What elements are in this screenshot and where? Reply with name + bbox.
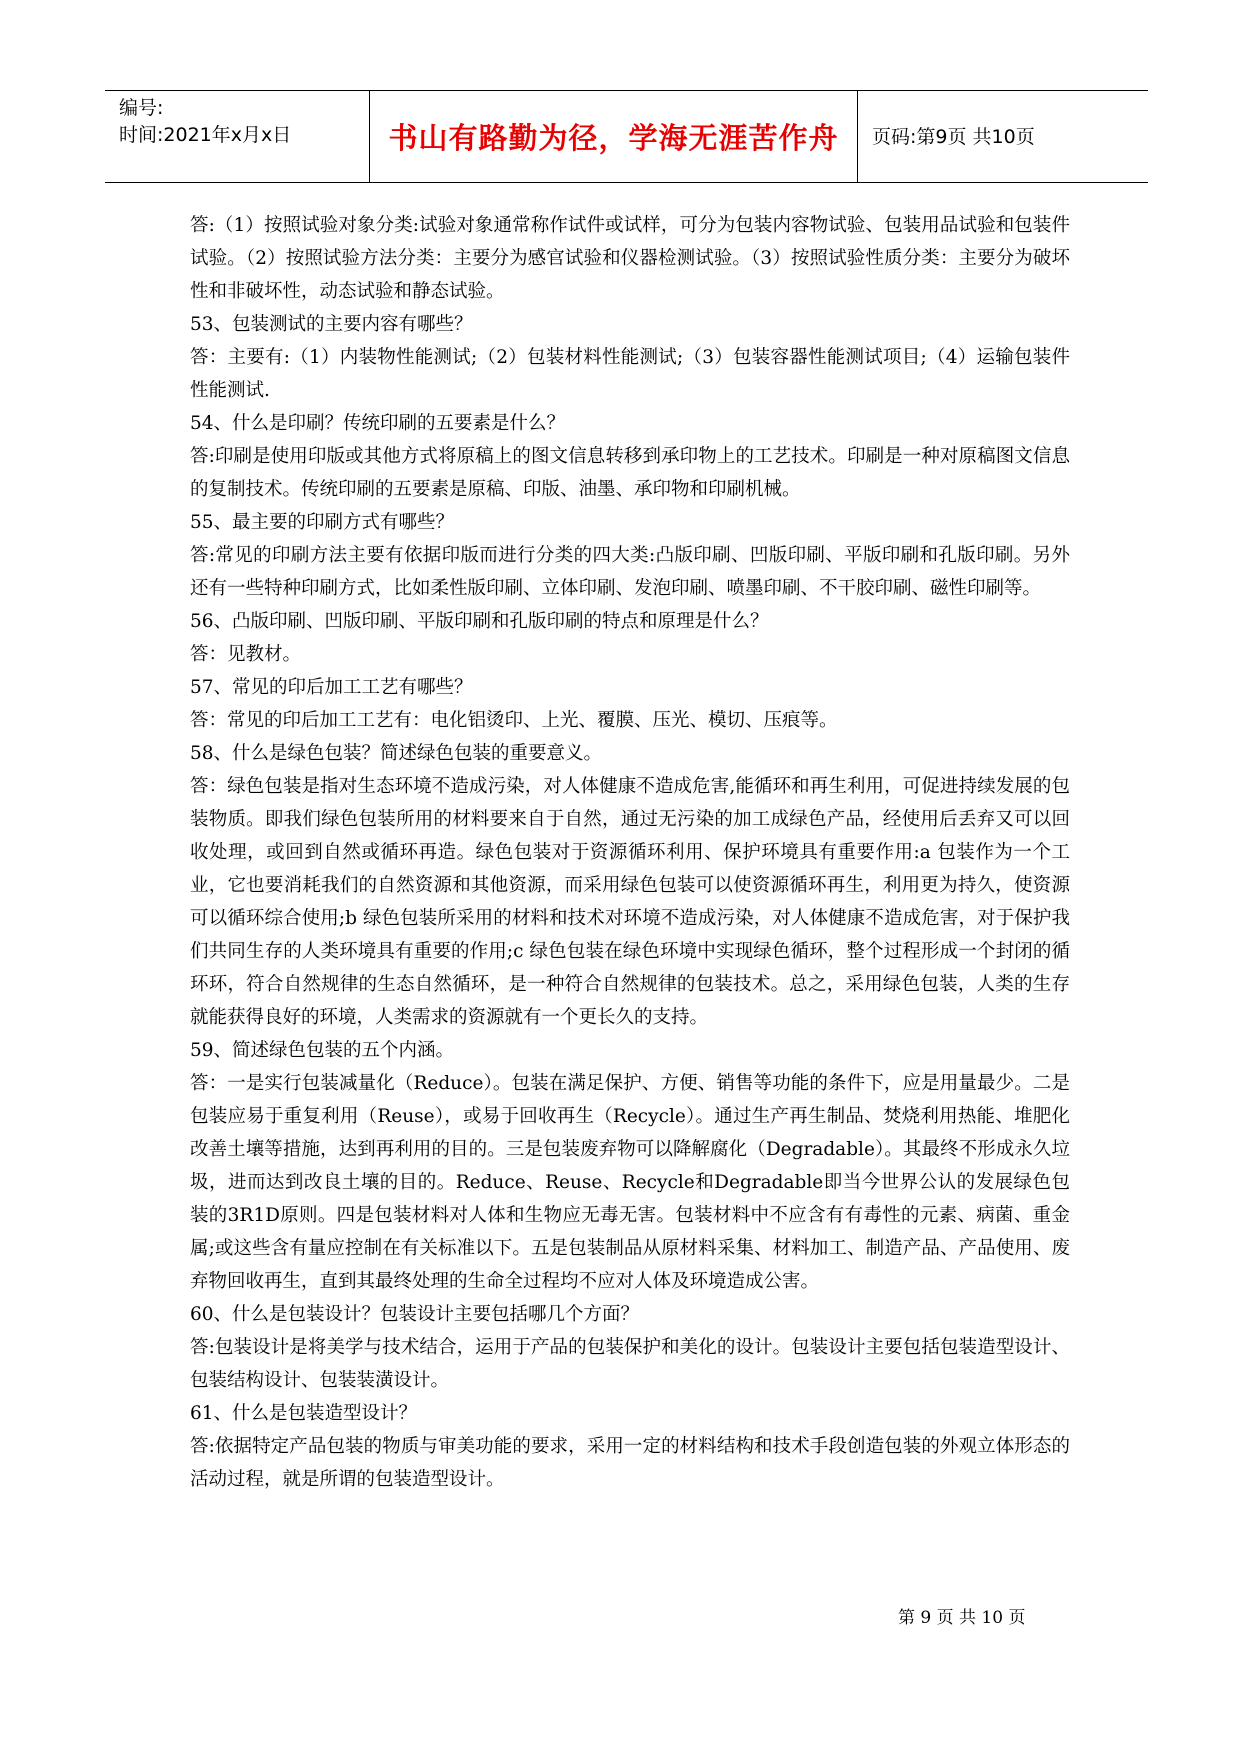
question: 59、简述绿色包装的五个内涵。 xyxy=(190,1040,455,1061)
question: 57、常见的印后加工工艺有哪些？ xyxy=(190,677,473,698)
paragraph: 答:依据特定产品包装的物质与审美功能的要求，采用一定的材料结构和技术手段创造包装的外观立体形态的活动过程，就是所谓的包装造型设计。 xyxy=(190,1436,1070,1490)
question: 61、什么是包装造型设计？ xyxy=(190,1403,418,1424)
paragraph: 答:（1）按照试验对象分类:试验对象通常称作试件或试样，可分为包装内容物试验、包装用品试验和包装件试验。（2）按照试验方法分类：主要分为感官试验和仪器检测试验。（3）按照试验性质分类：主要分为破坏性和非破坏性，动态试验和静态试验。 xyxy=(190,215,1070,302)
question: 53、包装测试的主要内容有哪些？ xyxy=(190,314,473,335)
header-page-label: 页码:第9页 共10页 xyxy=(872,125,1035,148)
header-left-cell xyxy=(105,91,370,182)
question: 60、什么是包装设计？包装设计主要包括哪几个方面？ xyxy=(190,1304,640,1325)
document-number-label: 编号: xyxy=(119,97,164,119)
document-body xyxy=(190,209,1070,1496)
page-header xyxy=(105,90,1148,183)
paragraph: 答:包装设计是将美学与技术结合，运用于产品的包装保护和美化的设计。包装设计主要包括包装造型设计、包装结构设计、包装装潢设计。 xyxy=(190,1337,1070,1391)
paragraph: 答:印刷是使用印版或其他方式将原稿上的图文信息转移到承印物上的工艺技术。印刷是一种对原稿图文信息的复制技术。传统印刷的五要素是原稿、印版、油墨、承印物和印刷机械。 xyxy=(190,446,1070,500)
paragraph: 答：见教材。 xyxy=(190,644,302,665)
document-time-label: 时间:2021年x月x日 xyxy=(119,124,292,146)
question: 56、凸版印刷、凹版印刷、平版印刷和孔版印刷的特点和原理是什么？ xyxy=(190,611,769,632)
page-footer-number: 第 9 页 共 10 页 xyxy=(898,1608,1026,1628)
question: 55、最主要的印刷方式有哪些？ xyxy=(190,512,455,533)
header-right-cell xyxy=(858,91,1148,182)
question: 54、什么是印刷？传统印刷的五要素是什么？ xyxy=(190,413,566,434)
header-motto: 书山有路勤为径，学海无涯苦作舟 xyxy=(388,121,839,155)
header-middle-cell xyxy=(370,91,858,182)
paragraph: 答:常见的印刷方法主要有依据印版而进行分类的四大类:凸版印刷、凹版印刷、平版印刷和孔版印刷。另外还有一些特种印刷方式，比如柔性版印刷、立体印刷、发泡印刷、喷墨印刷、不干胶印刷、磁性印刷等。 xyxy=(190,545,1070,599)
paragraph: 答：主要有:（1）内装物性能测试;（2）包装材料性能测试;（3）包装容器性能测试项目;（4）运输包装件性能测试. xyxy=(190,347,1070,401)
paragraph: 答：常见的印后加工工艺有：电化铝烫印、上光、覆膜、压光、模切、压痕等。 xyxy=(190,710,838,731)
paragraph: 答：绿色包装是指对生态环境不造成污染，对人体健康不造成危害,能循环和再生利用，可促进持续发展的包装物质。即我们绿色包装所用的材料要来自于自然，通过无污染的加工成绿色产品，经使用后丢弃又可以回收处理，或回到自然或循环再造。绿色包装对于资源循环利用、保护环境具有重要作用:a 包装作为一个工业，它也要消耗我们的自然资源和其他资源，而采用绿色包装可以使资源循环再生，利用更为持久，使资源可以循环综合使用;b 绿色包装所采用的材料和技术对环境不造成污染，对人体健康不造成危害，对于保护我们共同生存的人类环境具有重要的作用;c 绿色包装在绿色环境中实现绿色循环，整个过程形成一个封闭的循环环，符合自然规律的生态自然循环，是一种符合自然规律的包装技术。总之，采用绿色包装，人类的生存就能获得良好的环境，人类需求的资源就有一个更长久的支持。 xyxy=(190,776,1070,1028)
paragraph: 答：一是实行包装减量化（Reduce）。包装在满足保护、方便、销售等功能的条件下，应是用量最少。二是包装应易于重复利用（Reuse），或易于回收再生（Recycle）。通过生产再生制品、焚烧利用热能、堆肥化改善土壤等措施，达到再利用的目的。三是包装废弃物可以降解腐化（Degradable）。其最终不形成永久垃圾，进而达到改良土壤的目的。Reduce、Reuse、Recycle和Degradable即当今世界公认的发展绿色包装的3R1D原则。四是包装材料对人体和生物应无毒无害。包装材料中不应含有有毒性的元素、病菌、重金属;或这些含有量应控制在有关标准以下。五是包装制品从原材料采集、材料加工、制造产品、产品使用、废弃物回收再生，直到其最终处理的生命全过程均不应对人体及环境造成公害。 xyxy=(190,1073,1070,1292)
question: 58、什么是绿色包装？简述绿色包装的重要意义。 xyxy=(190,743,603,764)
